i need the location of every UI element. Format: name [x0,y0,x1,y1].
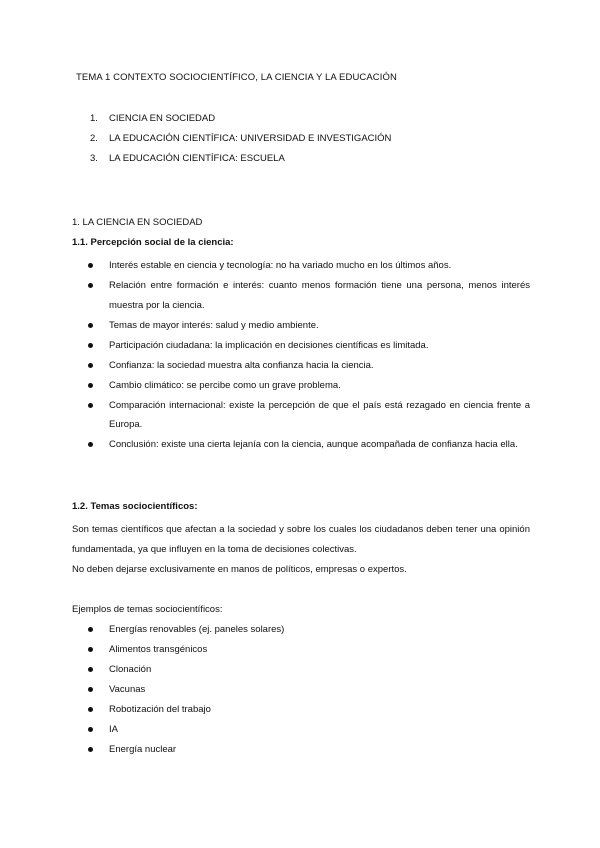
bullet-icon [88,627,93,632]
list-item: Energía nuclear [72,740,530,760]
toc-text: CIENCIA EN SOCIEDAD [109,113,216,124]
list-item: Conclusión: existe una cierta lejanía con la ciencia, aunque acompañada de confianza hacia ella. [72,435,530,455]
bullet-icon [88,727,93,732]
bullet-icon [88,363,93,368]
document-title: TEMA 1 CONTEXTO SOCIOCIENTÍFICO, LA CIENCIA Y LA EDUCACIÓN [76,72,397,83]
toc-item [90,152,391,172]
bullet-icon [88,263,93,268]
list-item: Cambio climático: se percibe como un grave problema. [72,376,530,396]
bullet-icon [88,687,93,692]
list-item: Vacunas [72,680,530,700]
list-item: Relación entre formación e interés: cuanto menos formación tiene una persona, menos interés muestra por la ciencia. [72,276,530,315]
toc-item [90,132,391,152]
toc-number: 2. [90,133,98,144]
bullet-icon [88,442,93,447]
list-item: Robotización del trabajo [72,700,530,720]
bullet-icon [88,283,93,288]
toc-text: LA EDUCACIÓN CIENTÍFICA: ESCUELA [109,153,285,164]
bullet-icon [88,383,93,388]
paragraph: Son temas científicos que afectan a la sociedad y sobre los cuales los ciudadanos deben tener una opinión fundamentada, ya que influyen en la toma de decisiones colectivas. [72,524,530,555]
examples-list [72,620,530,760]
subsection-heading: 1.1. Percepción social de la ciencia: [72,237,234,248]
list-item: Participación ciudadana: la implicación en decisiones científicas es limitada. [72,336,530,356]
list-item: Interés estable en ciencia y tecnología: no ha variado mucho en los últimos años. [72,256,530,276]
list-item: Energías renovables (ej. paneles solares) [72,620,530,640]
section-heading: 1. LA CIENCIA EN SOCIEDAD [72,217,203,228]
list-item: Comparación internacional: existe la percepción de que el país está rezagado en ciencia frente a Europa. [72,396,530,435]
list-item: IA [72,720,530,740]
toc-number: 3. [90,153,98,164]
bullet-icon [88,647,93,652]
bullet-icon [88,343,93,348]
toc-item [90,112,391,132]
subsection-heading: 1.2. Temas sociocientíficos: [72,501,198,512]
section-temas-sociocientificos [72,500,530,760]
bullet-icon [88,707,93,712]
paragraph: No deben dejarse exclusivamente en manos de políticos, empresas o expertos. [72,564,407,575]
bullet-icon [88,667,93,672]
bullet-icon [88,323,93,328]
toc-number: 1. [90,113,98,124]
bullet-list [72,256,530,455]
list-item: Temas de mayor interés: salud y medio ambiente. [72,316,530,336]
table-of-contents [90,112,391,172]
list-item: Confianza: la sociedad muestra alta confianza hacia la ciencia. [72,356,530,376]
bullet-icon [88,403,93,408]
list-item: Clonación [72,660,530,680]
bullet-icon [88,747,93,752]
section-ciencia-en-sociedad [72,216,530,455]
toc-text: LA EDUCACIÓN CIENTÍFICA: UNIVERSIDAD E INVESTIGACIÓN [109,133,392,144]
list-item: Alimentos transgénicos [72,640,530,660]
examples-label: Ejemplos de temas sociocientíficos: [72,604,223,615]
